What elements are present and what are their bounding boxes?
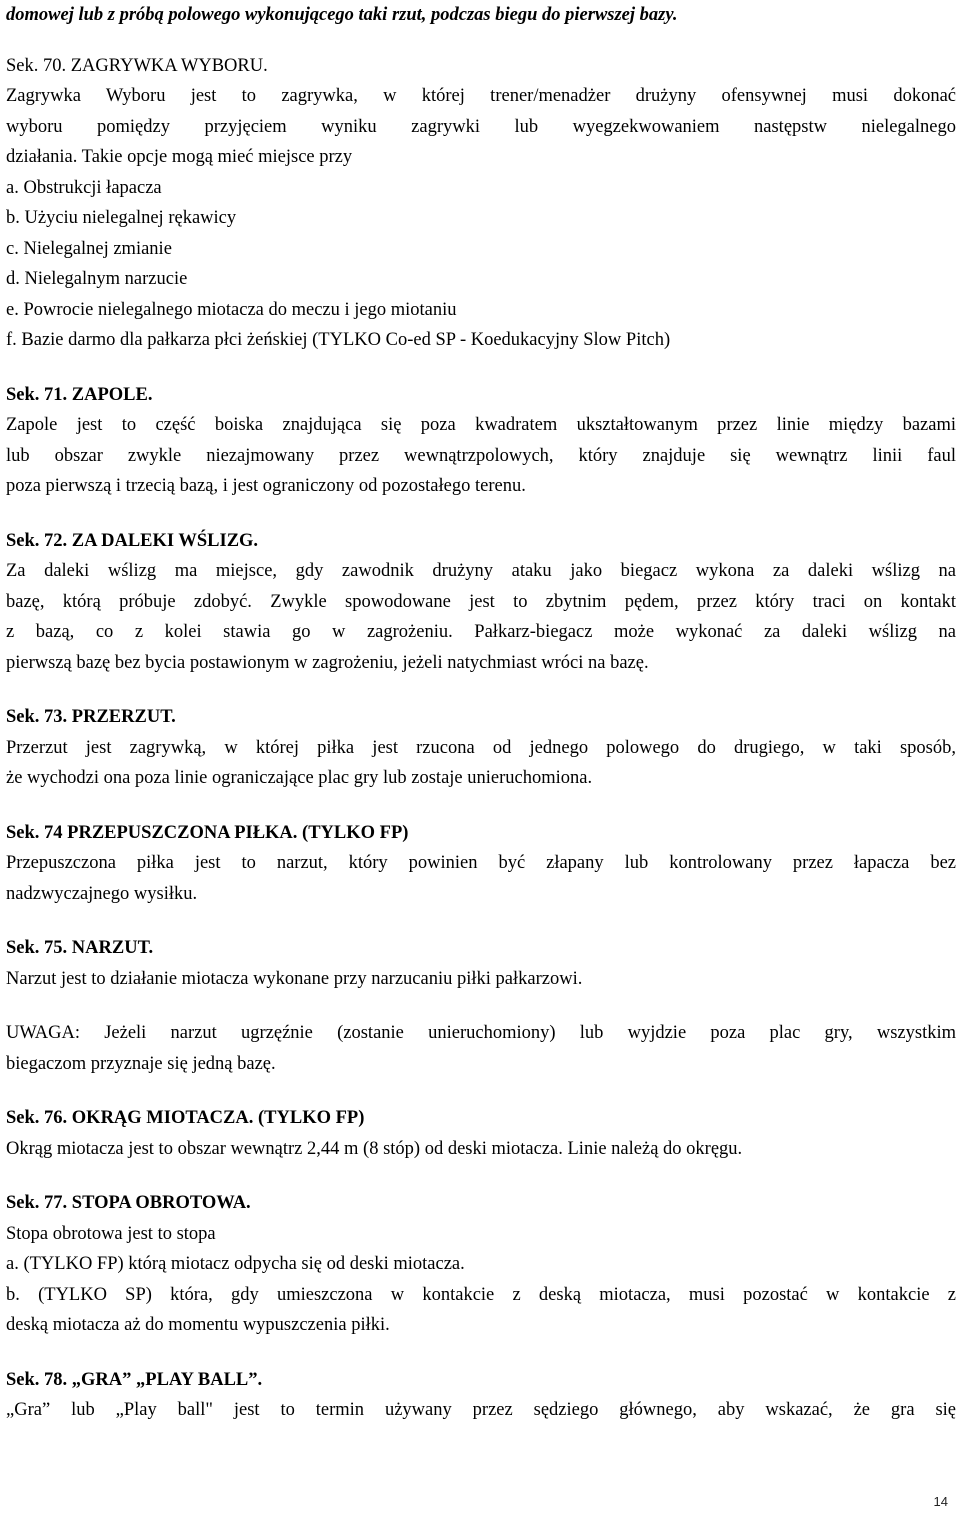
intro-line: domowej lub z próbą polowego wykonującego taki rzut, podczas biegu do pierwszej bazy. <box>6 5 678 25</box>
section-70-list-item: b. Użyciu nielegalnej rękawicy <box>6 208 237 228</box>
section-70-line: wyboru pomiędzy przyjęciem wyniku zagrywki lub wyegzekwowaniem następstw nielegalnego <box>6 116 956 137</box>
section-73-heading: Sek. 73. PRZERZUT. <box>6 707 176 727</box>
page-number: 14 <box>933 1494 948 1509</box>
section-70-heading: Sek. 70. ZAGRYWKA WYBORU. <box>6 55 268 76</box>
section-70-list-item: f. Bazie darmo dla pałkarza płci żeńskiej (TYLKO Co-ed SP - Koedukacyjny Slow Pitch) <box>6 330 671 350</box>
section-73-line: że wychodzi ona poza linie ograniczające plac gry lub zostaje unieruchomiona. <box>6 768 593 788</box>
section-70-line: Zagrywka Wyboru jest to zagrywka, w której trener/menadżer drużyny ofensywnej musi dokonać <box>6 86 956 106</box>
section-78-line: „Gra” lub „Play ball" jest to termin używany przez sędziego głównego, aby wskazać, że gra się <box>6 1400 956 1420</box>
section-74-heading: Sek. 74 PRZEPUSZCZONA PIŁKA. (TYLKO FP) <box>6 822 409 843</box>
section-75-heading: Sek. 75. NARZUT. <box>6 938 154 958</box>
section-78-heading: Sek. 78. „GRA” „PLAY BALL”. <box>6 1369 263 1390</box>
section-77-line: deską miotacza aż do momentu wypuszczenia piłki. <box>6 1315 390 1335</box>
section-72-line: Za daleki wślizg ma miejsce, gdy zawodnik drużyny ataku jako biegacz wykona za daleki wślizg na <box>6 561 956 581</box>
section-70-line: działania. Takie opcje mogą mieć miejsce przy <box>6 147 353 167</box>
section-75-note-line: biegaczom przyznaje się jedną bazę. <box>6 1053 276 1074</box>
section-70-list-item: e. Powrocie nielegalnego miotacza do meczu i jego miotaniu <box>6 299 457 320</box>
section-74-line: Przepuszczona piłka jest to narzut, który powinien być złapany lub kontrolowany przez łapacza bez <box>6 853 956 873</box>
section-71-line: poza pierwszą i trzecią bazą, i jest ograniczony od pozostałego terenu. <box>6 476 526 496</box>
section-70-list-item: c. Nielegalnej zmianie <box>6 238 172 259</box>
section-72-heading: Sek. 72. ZA DALEKI WŚLIZG. <box>6 530 259 551</box>
section-77-line: b. (TYLKO SP) która, gdy umieszczona w kontakcie z deską miotacza, musi pozostać w kontakcie z <box>6 1284 956 1305</box>
section-70-list-item: a. Obstrukcji łapacza <box>6 177 162 198</box>
section-71-line: Zapole jest to część boiska znajdująca się poza kwadratem ukształtowanym przez linie między bazami <box>6 415 956 435</box>
section-74-line: nadzwyczajnego wysiłku. <box>6 883 198 904</box>
section-72-line: bazę, którą próbuje zdobyć. Zwykle spowodowane jest to zbytnim pędem, przez który traci on kontakt <box>6 591 956 612</box>
section-76-line: Okrąg miotacza jest to obszar wewnątrz 2,44 m (8 stóp) od deski miotacza. Linie należą do okręgu. <box>6 1138 743 1159</box>
document-page <box>6 0 956 1426</box>
section-75-note-line: UWAGA: Jeżeli narzut ugrzęźnie (zostanie unieruchomiony) lub wyjdzie poza plac gry, wszystkim <box>6 1023 956 1043</box>
section-76-heading: Sek. 76. OKRĄG MIOTACZA. (TYLKO FP) <box>6 1108 365 1128</box>
section-71-heading: Sek. 71. ZAPOLE. <box>6 384 153 405</box>
section-70-list-item: d. Nielegalnym narzucie <box>6 269 188 289</box>
section-75-line: Narzut jest to działanie miotacza wykonane przy narzucaniu piłki pałkarzowi. <box>6 968 583 989</box>
section-72-line: pierwszą bazę bez bycia postawionym w zagrożeniu, jeżeli natychmiast wróci na bazę. <box>6 652 649 673</box>
section-77-line: a. (TYLKO FP) którą miotacz odpycha się od deski miotacza. <box>6 1254 465 1274</box>
section-77-heading: Sek. 77. STOPA OBROTOWA. <box>6 1193 251 1213</box>
section-77-line: Stopa obrotowa jest to stopa <box>6 1223 216 1244</box>
section-72-line: z bazą, co z kolei stawia go w zagrożeniu. Pałkarz-biegacz może wykonać za daleki wślizg na <box>6 622 956 642</box>
section-71-line: lub obszar zwykle niezajmowany przez wewnątrzpolowych, który znajduje się wewnątrz linii faul <box>6 445 956 466</box>
section-73-line: Przerzut jest zagrywką, w której piłka jest rzucona od jednego polowego do drugiego, w taki sposób, <box>6 737 956 758</box>
